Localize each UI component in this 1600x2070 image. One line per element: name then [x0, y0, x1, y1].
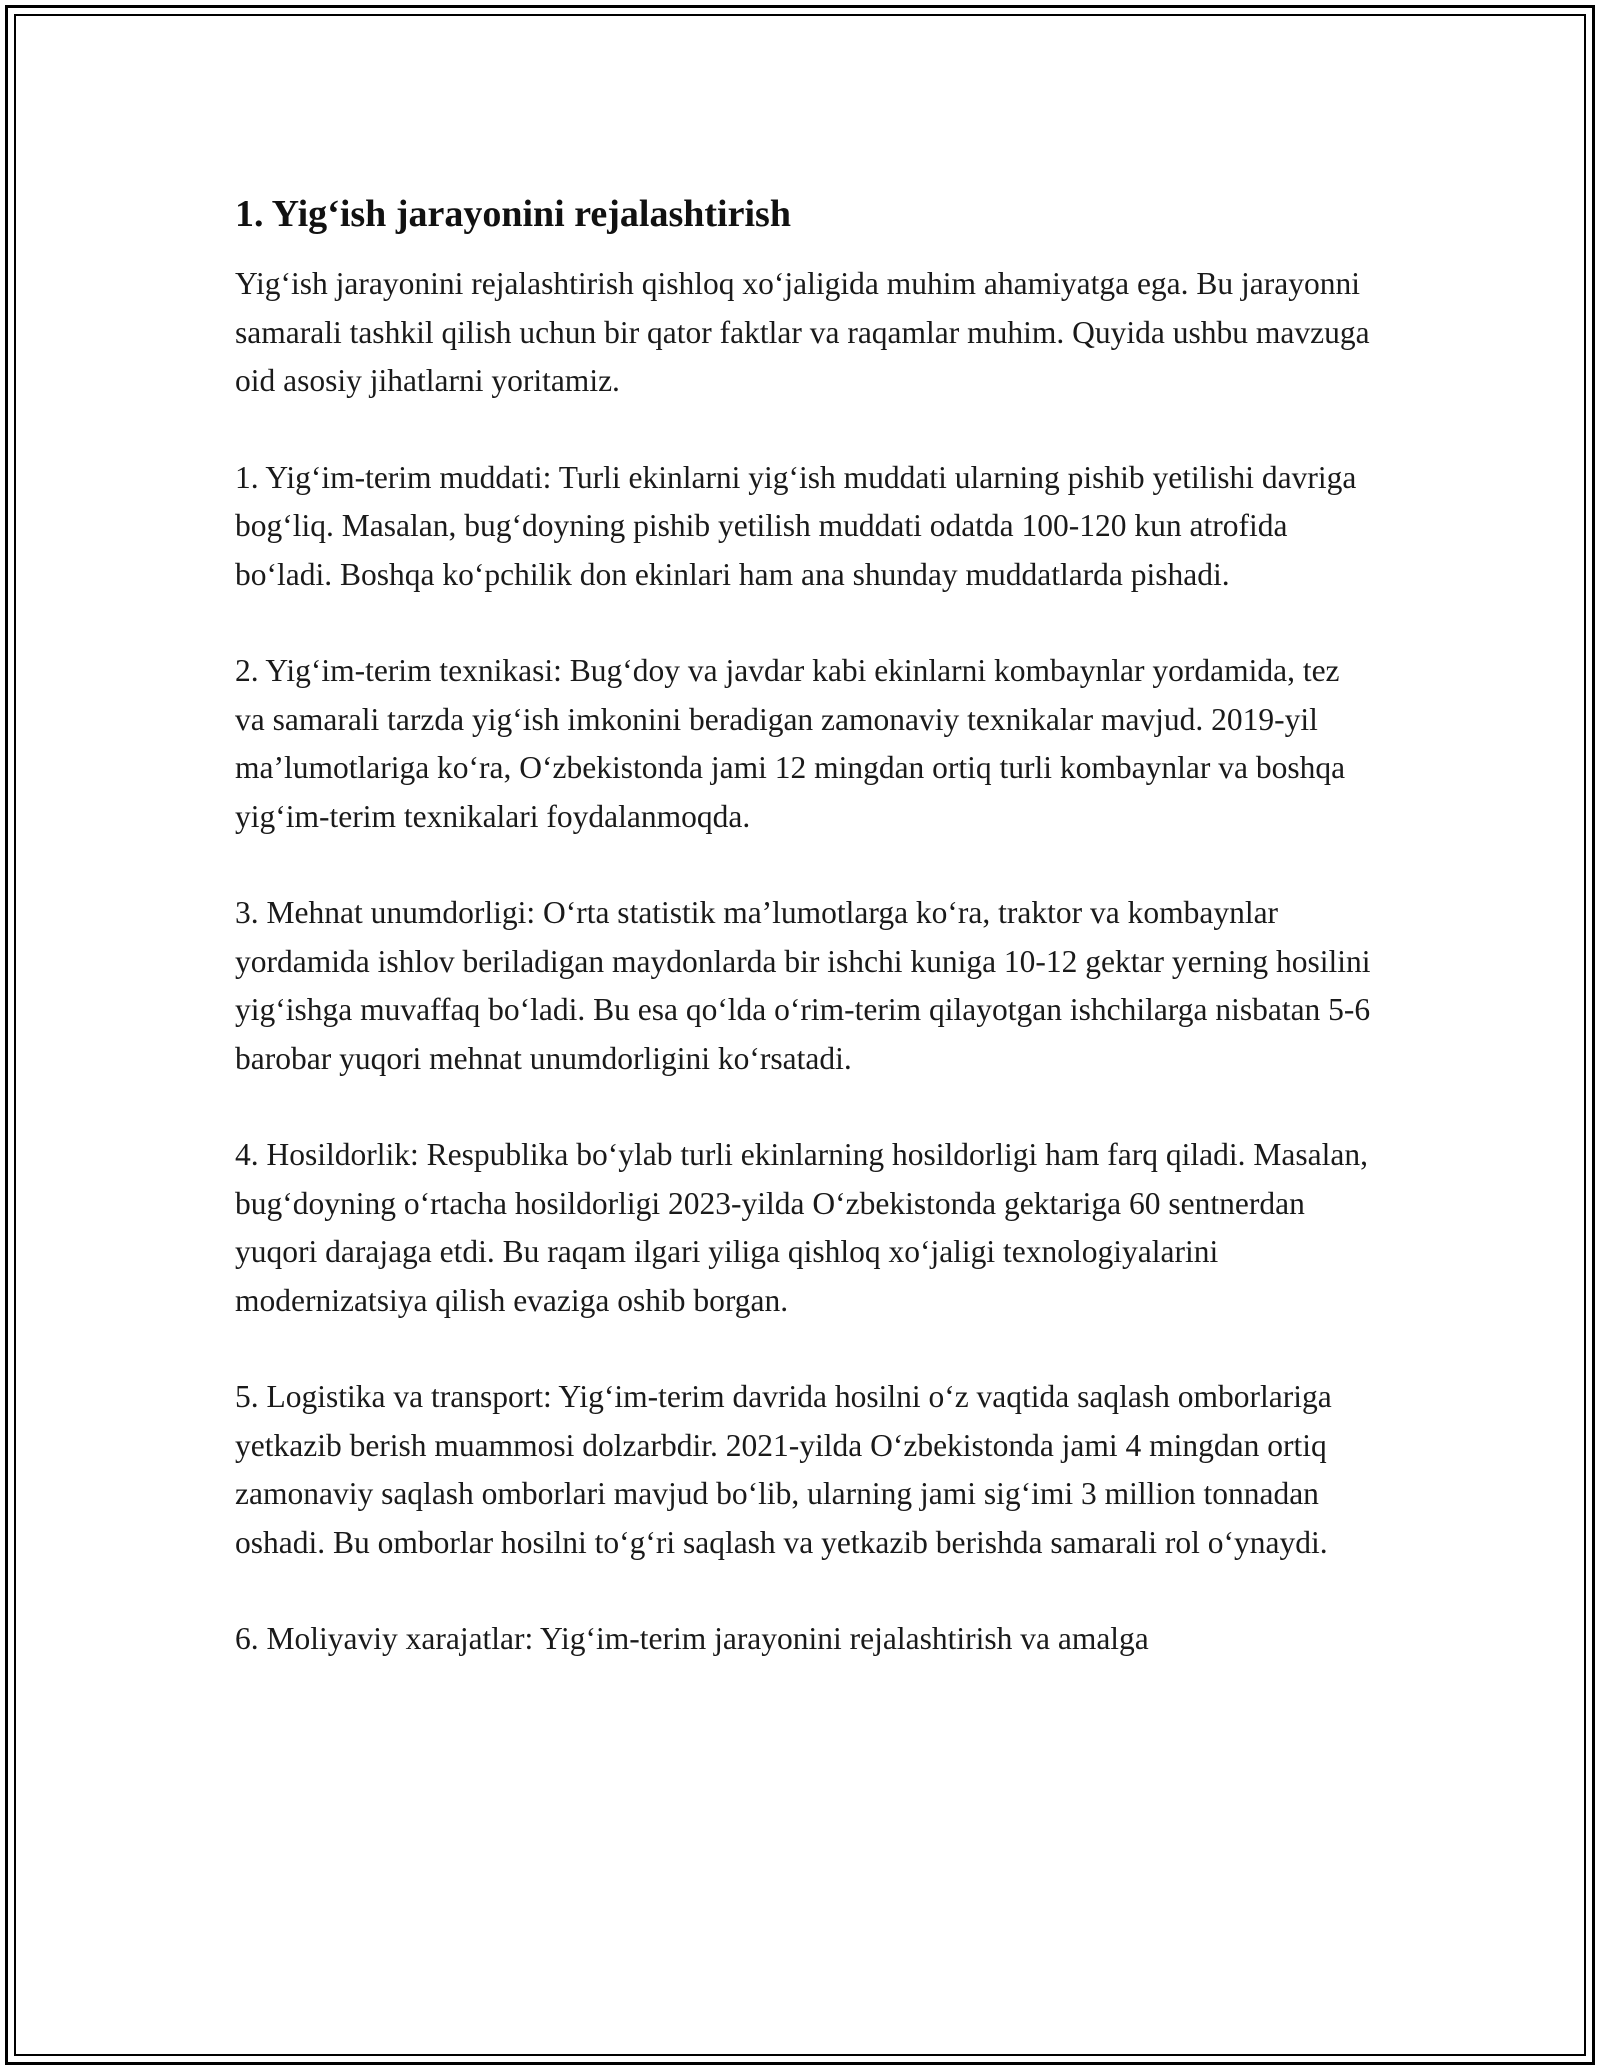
paragraph-labor-productivity: 3. Mehnat unumdorligi: O‘rta statistik ma’lumotlarga ko‘ra, traktor va kombaynlar yordamida ishlov beriladigan maydonlarda bir ishchi kuniga 10-12 gektar yerning hosilini yig‘ishga muvaffaq bo‘ladi. Bu esa qo‘lda o‘rim-terim qilayotgan ishchilarga nisbatan 5-6 barobar yuqori mehnat unumdorligini ko‘rsatadi.: [235, 895, 1371, 1076]
paragraph-harvest-machinery: 2. Yig‘im-terim texnikasi: Bug‘doy va javdar kabi ekinlarni kombaynlar yordamida, tez va samarali tarzda yig‘ish imkonini beradigan zamonaviy texnikalar mavjud. 2019-yil ma’lumotlariga ko‘ra, O‘zbekistonda jami 12 mingdan ortiq turli kombaynlar va boshqa yig‘im-terim texnikalari foydalanmoqda.: [235, 653, 1346, 834]
paragraph-harvest-period: 1. Yig‘im-terim muddati: Turli ekinlarni yig‘ish muddati ularning pishib yetilishi davriga bog‘liq. Masalan, bug‘doyning pishib yetilish muddati odatda 100-120 kun atrofida bo‘ladi. Boshqa ko‘pchilik don ekinlari ham ana shunday muddatlarda pishadi.: [235, 459, 1357, 592]
section-heading: 1. Yig‘ish jarayonini rejalashtirish: [235, 193, 791, 235]
paragraph-financial-costs: 6. Moliyaviy xarajatlar: Yig‘im-terim jarayonini rejalashtirish va amalga: [235, 1621, 1149, 1656]
document-body: [235, 188, 1375, 1712]
paragraph-logistics-transport: 5. Logistika va transport: Yig‘im-terim davrida hosilni o‘z vaqtida saqlash omborlariga yetkazib berish muammosi dolzarbdir. 2021-yilda O‘zbekistonda jami 4 mingdan ortiq zamonaviy saqlash omborlari mavjud bo‘lib, ularning jami sig‘imi 3 million tonnadan oshadi. Bu omborlar hosilni to‘g‘ri saqlash va yetkazib berishda samarali rol o‘ynaydi.: [235, 1379, 1332, 1560]
paragraph-crop-yield: 4. Hosildorlik: Respublika bo‘ylab turli ekinlarning hosildorligi ham farq qiladi. Masalan, bug‘doyning o‘rtacha hosildorligi 2023-yilda O‘zbekistonda gektariga 60 sentnerdan yuqori darajaga etdi. Bu raqam ilgari yiliga qishloq xo‘jaligi texnologiyalarini modernizatsiya qilish evaziga oshib borgan.: [235, 1137, 1368, 1318]
intro-paragraph: Yig‘ish jarayonini rejalashtirish qishloq xo‘jaligida muhim ahamiyatga ega. Bu jarayonni samarali tashkil qilish uchun bir qator faktlar va raqamlar muhim. Quyida ushbu mavzuga oid asosiy jihatlarni yoritamiz.: [235, 266, 1370, 398]
